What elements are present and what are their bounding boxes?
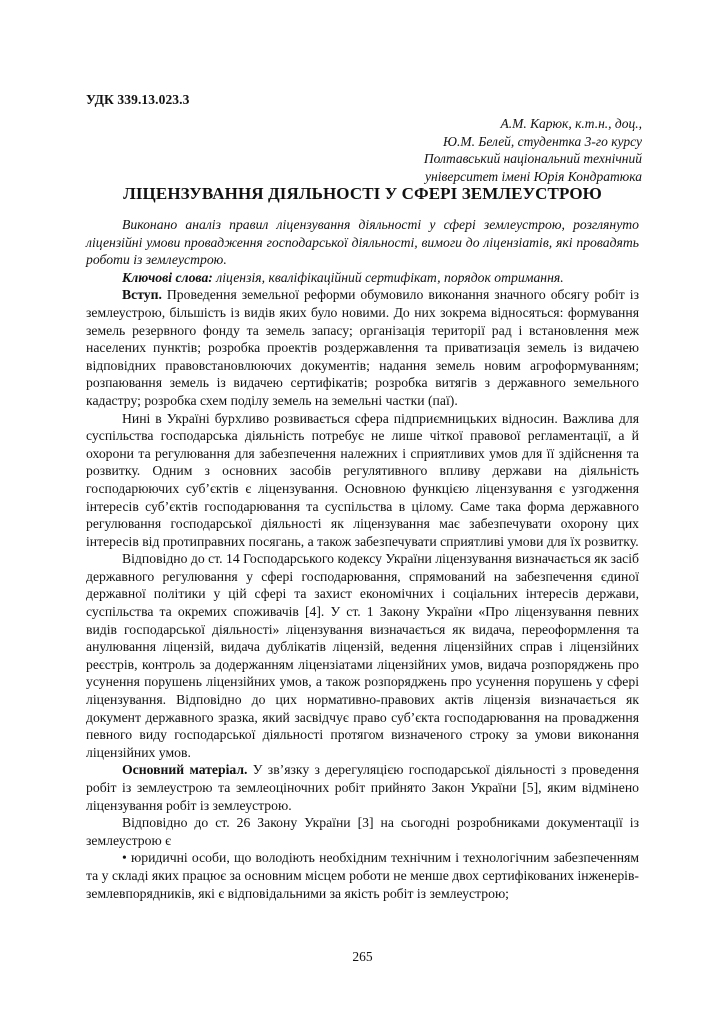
main-heading: Основний матеріал.	[122, 762, 248, 778]
main-paragraph	[86, 761, 639, 814]
author-line: Ю.М. Белей, студентка 3-го курсу	[443, 133, 642, 149]
author-line: А.М. Карюк, к.т.н., доц.,	[500, 116, 642, 131]
affiliation-line: університет імені Юрія Кондратюка	[425, 168, 642, 184]
keywords	[86, 269, 639, 287]
paper-title: ЛІЦЕНЗУВАННЯ ДІЯЛЬНОСТІ У СФЕРІ ЗЕМЛЕУСТРОЮ	[123, 184, 602, 203]
paper-body	[86, 216, 639, 902]
paragraph: Відповідно до ст. 26 Закону України [3] на сьогодні розробниками документації із землеустрою є	[86, 815, 639, 848]
keywords-label: Ключові слова:	[122, 269, 213, 285]
keywords-text: ліцензія, кваліфікаційний сертифікат, порядок отримання.	[212, 269, 564, 285]
affiliation-line: Полтавський національний технічний	[423, 151, 642, 166]
abstract: Виконано аналіз правил ліцензування діяльності у сфері землеустрою, розглянуто ліцензійні умови провадження господарської діяльності, вимоги до ліцензіатів, які провадять роботи із землеустрою.	[86, 217, 639, 268]
paragraph: Нині в Україні бурхливо розвивається сфера підприємницьких відносин. Важлива для суспільства господарська діяльність потребує не лише чіткої правової регламентації, а й охорони та регулювання для забезпечення належних і сприятливих умов для її здійснення та розвитку. Одним з основних засобів регулятивного впливу держави на діяльність господарюючих суб’єктів є ліцензування. Основною функцією ліцензування є узгодження інтересів суб’єктів господарювання та суспільства в цілому. Саме така форма державного регулювання господарської діяльності як ліцензування має забезпечувати охорону цих інтересів від протиправних посягань, а також забезпечувати сприятливі умови для їх розвитку.	[86, 410, 639, 549]
paragraph: Відповідно до ст. 14 Господарського кодексу України ліцензування визначається як засіб державного регулювання у сфері господарювання, спрямований на забезпечення єдиної державної політики у цій сфері та захист економічних і соціальних інтересів держави, суспільства та окремих споживачів [4]. У ст. 1 Закону України «Про ліцензування певних видів господарської діяльності» ліцензування визначається як видача, переоформлення та анулювання ліцензій, видача дублікатів ліцензій, ведення ліцензійних справ і ліцензійних реєстрів, контроль за додержанням ліцензіатами ліцензійних умов, видача розпоряджень про усунення порушень ліцензійних умов, а також розпоряджень про усунення порушень у сфері ліцензування. Відповідно до цих нормативно-правових актів ліцензія визначається як документ державного зразка, який засвідчує право суб’єкта господарювання на провадження певного виду господарської діяльності протягом визначеного строку за умови виконання ліцензійних умов.	[86, 551, 639, 760]
intro-heading: Вступ.	[122, 287, 162, 303]
main-text: У зв’язку з дерегуляцією господарської діяльності з проведення робіт із землеустрою та землеоціночних робіт прийнято Закон України [5], яким відмінено ліцензування робіт із землеустрою.	[86, 762, 639, 813]
bullet-item: • юридичні особи, що володіють необхідним технічним і технологічним забезпеченням та у складі яких працює за основним місцем роботи не менше двох сертифікованих інженерів-землевпорядників, які є відповідальними за якість робіт із землеустрою;	[86, 850, 639, 901]
udk-code: УДК 339.13.023.3	[86, 92, 190, 107]
intro-text: Проведення земельної реформи обумовило виконання значного обсягу робіт із землеустрою, більшість із видів яких було новими. До них зокрема відносяться: формування земель резервного фонду та земель запасу; організація території рад і встановлення меж населених пунктів; розробка проектів роздержавлення та приватизація земель із видачею відповідних правовстановлюючих документів; надання земель новим агроформуванням; розпаювання земель із видачею сертифікатів; розробка витягів з державного земельного кадастру; розробка схем поділу земель на земельні частки (паї).	[86, 287, 639, 408]
page-number: 265	[352, 949, 373, 964]
intro-paragraph	[86, 286, 639, 409]
author-block	[424, 115, 642, 185]
